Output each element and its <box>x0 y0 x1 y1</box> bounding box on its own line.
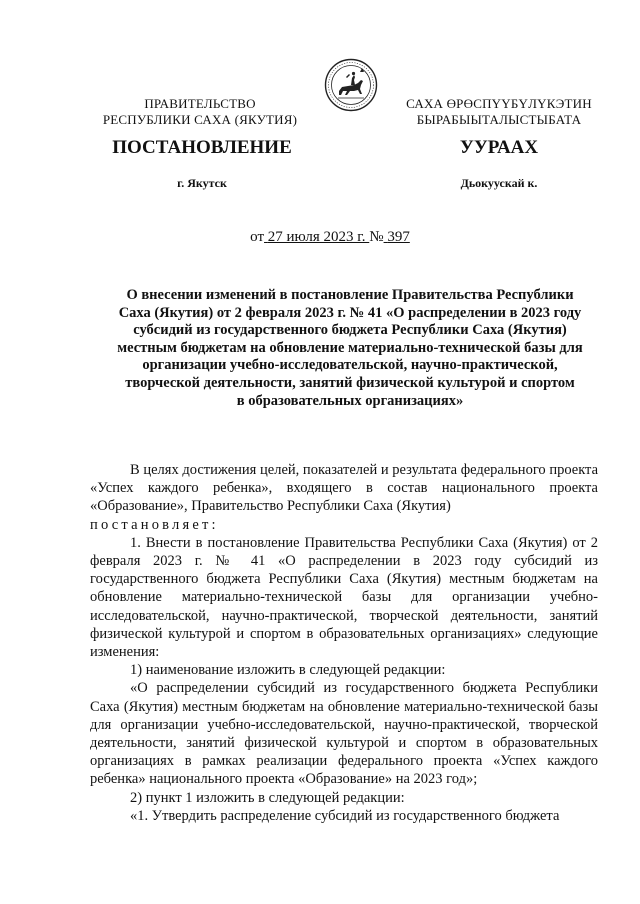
republic-emblem-icon <box>324 58 378 112</box>
issuer-line-2-yakut: БЫРАБЫЫТАЛЫСТЫБАТА <box>416 112 582 127</box>
title-line: местным бюджетам на обновление материально-технической базы для <box>117 339 583 356</box>
issuer-name-russian <box>90 96 310 128</box>
issuer-line-1: ПРАВИТЕЛЬСТВО <box>144 96 256 111</box>
date-number-line <box>0 229 640 246</box>
title-line: организации учебно-исследовательской, научно-практической, <box>142 357 558 374</box>
document-date: 27 июля 2023 г. <box>267 229 366 245</box>
resolution-verb: постановляет: <box>90 516 219 533</box>
paragraph-item-1: 1. Внести в постановление Правительства Республики Саха (Якутия) от 2 февраля 2023 г. № 41 «О распределении в 2023 году субсидий из государственного бюджета Республики Саха (Якутия) местным бюджетам на обновление материально-технической базы для организации учебно-исследовательской, научно-практической, творческой деятельности, занятий физической культурой и спортом в образовательных организациях» следующие изменения: <box>90 534 598 661</box>
issuer-name-yakut <box>392 96 606 128</box>
subitem-1: 1) наименование изложить в следующей редакции: <box>130 662 446 679</box>
document-kind-yakut: УУРААХ <box>459 137 539 158</box>
preamble-paragraph: В целях достижения целей, показателей и результата федерального проекта «Успех каждого ребенка», входящего в состав национального проекта «Образование», Правительство Республики Саха (Якутия) <box>90 462 598 515</box>
issuer-line-1-yakut: САХА ӨРӨСПҮҮБҮЛҮКЭТИН <box>406 96 592 111</box>
city-yakut: Дьокуускай к. <box>460 176 538 190</box>
subitem-2: 2) пункт 1 изложить в следующей редакции: <box>130 789 405 806</box>
title-line: в образовательных организациях» <box>236 392 464 409</box>
document-kind-russian: ПОСТАНОВЛЕНИЕ <box>112 137 292 158</box>
title-line: субсидий из государственного бюджета Республики Саха (Якутия) <box>133 322 567 339</box>
title-line: Саха (Якутия) от 2 февраля 2023 г. № 41 «О распределении в 2023 году <box>118 304 582 321</box>
quoted-new-title: «О распределении субсидий из государственного бюджета Республики Саха (Якутия) местным бюджетам на обновление материально-технической базы для организации учебно-исследовательской, научно-практической, творческой деятельности, занятий физической культурой и спортом в образовательных организациях в рамках реализации федерального проекта «Успех каждого ребенка» национального проекта «Образование» на 2023 год»; <box>90 680 598 788</box>
quoted-item-1: «1. Утвердить распределение субсидий из государственного бюджета <box>130 807 560 824</box>
number-sign: № <box>369 229 384 245</box>
document-body <box>90 461 598 825</box>
title-line: творческой деятельности, занятий физической культурой и спортом <box>125 374 575 391</box>
title-line: О внесении изменений в постановление Правительства Республики <box>126 287 574 303</box>
document-number: 397 <box>387 229 410 245</box>
date-prefix: от <box>250 229 265 245</box>
city-russian: г. Якутск <box>177 176 227 190</box>
document-title <box>100 287 600 410</box>
issuer-line-2: РЕСПУБЛИКИ САХА (ЯКУТИЯ) <box>102 112 298 127</box>
